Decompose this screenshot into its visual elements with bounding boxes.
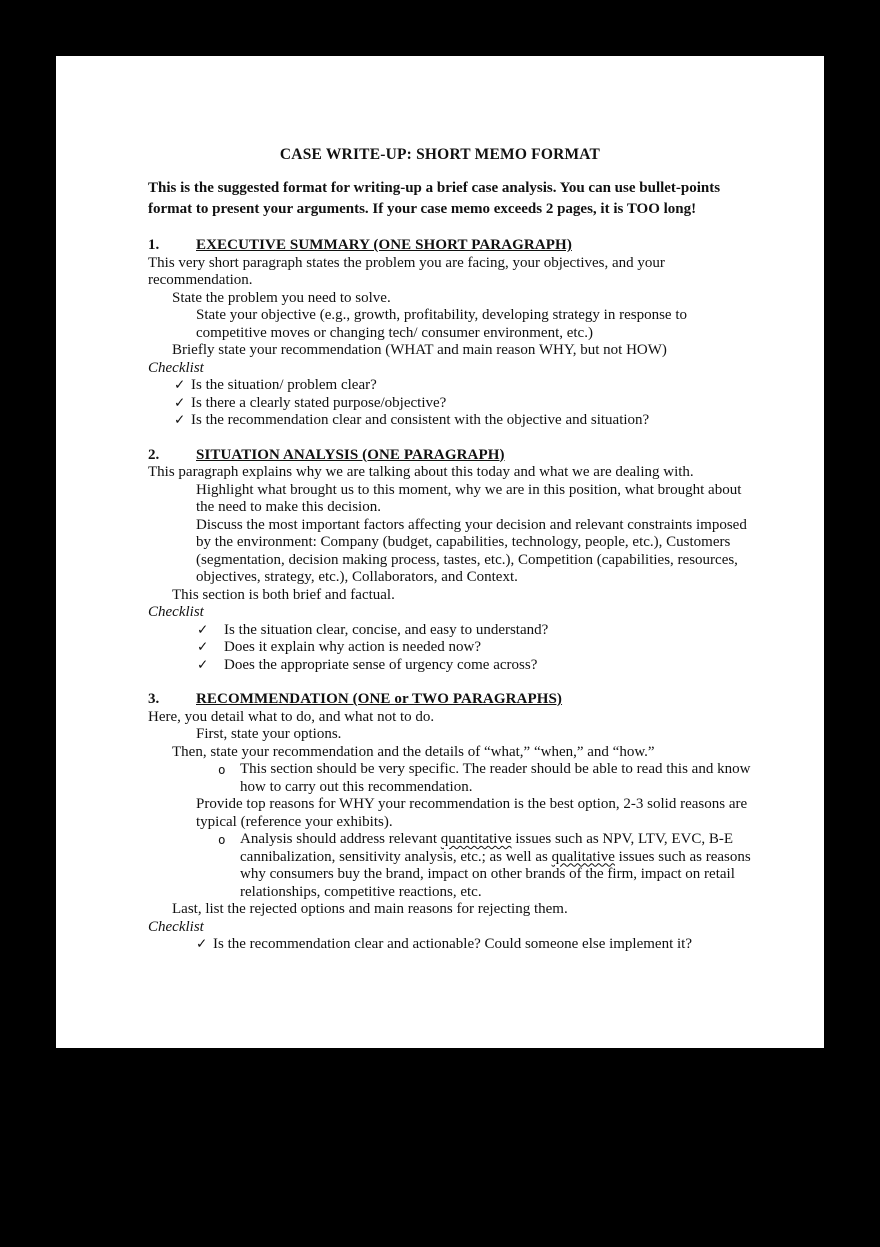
sub-bullet-text — [240, 831, 760, 901]
checklist-item-text: Is the situation clear, concise, and easy to understand? — [224, 621, 549, 638]
checklist-label: Checklist — [148, 918, 204, 935]
checklist-item-text: Is the recommendation clear and actionable? Could someone else implement it? — [213, 936, 692, 952]
point: Last, list the rejected options and main reasons for rejecting them. — [172, 901, 568, 917]
checklist-item — [148, 395, 760, 413]
section-number: 3. — [148, 691, 160, 707]
check-icon: ✓ — [196, 936, 208, 952]
section-title: RECOMMENDATION (ONE or TWO PARAGRAPHS) — [196, 691, 563, 707]
point: Highlight what brought us to this moment, why we are in this position, what brought about the need to make this decision. — [196, 481, 742, 515]
section-recommendation — [148, 691, 760, 954]
checklist-label: Checklist — [148, 359, 204, 376]
point: First, state your options. — [196, 726, 342, 742]
section-title: SITUATION ANALYSIS (ONE PARAGRAPH) — [196, 446, 505, 463]
lead-paragraph: Here, you detail what to do, and what not to do. — [148, 708, 435, 725]
sub-bullet-text-part: Analysis should address relevant — [240, 831, 441, 847]
checklist-item — [148, 657, 760, 675]
point: State your objective (e.g., growth, profitability, developing strategy in response to competitive moves or changing tech/ consumer environment, etc.) — [196, 307, 687, 341]
check-icon: ✓ — [197, 656, 209, 673]
checklist-item — [148, 377, 760, 395]
circle-bullet-icon: o — [218, 762, 226, 777]
point: Discuss the most important factors affecting your decision and relevant constraints imposed by the environment: Company (budget, capabilities, technology, people, etc.), Customers (segmentation, decision making process, tastes, etc.), Competition (capabilities, resources, objectives, strategy, etc.), Collaborators, and Context. — [196, 516, 747, 585]
document-page — [56, 56, 824, 1048]
section-number: 1. — [148, 237, 160, 253]
memo-title: CASE WRITE-UP: SHORT MEMO FORMAT — [279, 146, 601, 163]
sub-bullet — [148, 761, 760, 796]
checklist-item — [148, 412, 760, 430]
lead-paragraph: This very short paragraph states the problem you are facing, your objectives, and your recommendation. — [148, 254, 665, 288]
checklist-item-text: Is there a clearly stated purpose/objective? — [191, 394, 447, 411]
point: Briefly state your recommendation (WHAT and main reason WHY, but not HOW) — [172, 342, 667, 358]
check-icon: ✓ — [174, 412, 186, 428]
section-title: EXECUTIVE SUMMARY (ONE SHORT PARAGRAPH) — [196, 237, 572, 253]
checklist-item-text: Is the situation/ problem clear? — [191, 377, 377, 393]
sub-bullet-text-part: issues such as reasons why consumers buy the brand, impact on other brands of the firm, impact on retail relationships, competitive reactions, etc. — [240, 848, 751, 900]
wavy-underlined-term: quantitative — [440, 831, 512, 847]
circle-bullet-icon: o — [218, 832, 226, 847]
checklist-label: Checklist — [148, 604, 204, 620]
checklist-item — [148, 639, 760, 657]
section-heading — [148, 691, 760, 709]
intro-paragraph: This is the suggested format for writing-up a brief case analysis. You can use bullet-points format to present your arguments. If your case memo exceeds 2 pages, it is TOO long! — [148, 180, 721, 217]
check-icon: ✓ — [197, 639, 209, 655]
section-heading — [148, 237, 760, 255]
section-executive-summary — [148, 237, 760, 430]
checklist-item-text: Does the appropriate sense of urgency come across? — [224, 656, 538, 673]
point: Then, state your recommendation and the details of “what,” “when,” and “how.” — [172, 743, 655, 760]
wavy-underlined-term: qualitative — [551, 848, 615, 865]
checklist-item-text: Is the recommendation clear and consistent with the objective and situation? — [191, 412, 650, 428]
check-icon: ✓ — [197, 621, 209, 638]
section-number: 2. — [148, 446, 160, 463]
sub-bullet-text: This section should be very specific. The reader should be able to read this and know how to carry out this recommendation. — [240, 761, 751, 795]
point: Provide top reasons for WHY your recommendation is the best option, 2-3 solid reasons are typical (reference your exhibits). — [196, 796, 748, 830]
section-situation-analysis — [148, 447, 760, 675]
page-content — [56, 56, 824, 954]
check-icon: ✓ — [174, 394, 186, 411]
checklist-item-text: Does it explain why action is needed now? — [224, 639, 482, 655]
sub-bullet — [148, 831, 760, 901]
checklist-item — [148, 622, 760, 640]
lead-paragraph: This paragraph explains why we are talking about this today and what we are dealing with. — [148, 464, 694, 480]
sub-bullet-text-part: issues such as NPV, LTV, EVC, B-E cannibalization, sensitivity analysis, etc.; as well as — [240, 831, 734, 865]
point: State the problem you need to solve. — [172, 289, 391, 306]
check-icon: ✓ — [174, 377, 186, 393]
checklist-item — [148, 936, 760, 954]
section-heading — [148, 447, 760, 465]
point: This section is both brief and factual. — [172, 586, 395, 603]
